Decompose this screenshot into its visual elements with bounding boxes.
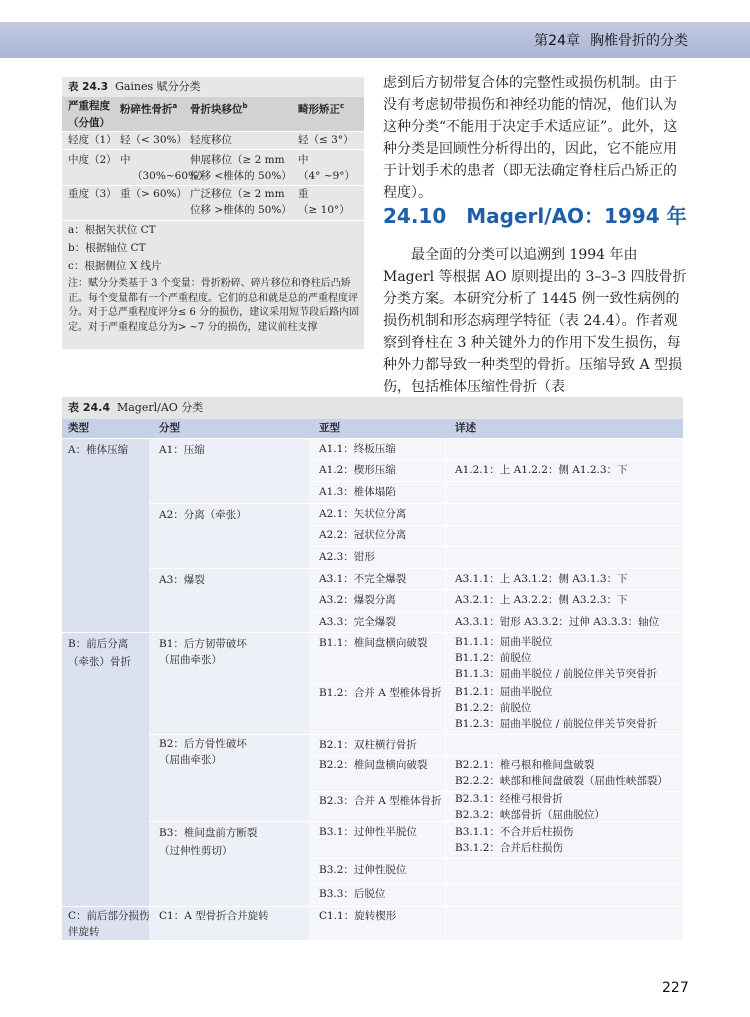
description-text: B3.1.1：不合并后柱损伤 [455,826,574,838]
cell-correction-1: 轻（≤ 3°） [298,134,354,146]
paragraph-magerl: 最全面的分类可以追溯到 1994 年由 Magerl 等根据 AO 原则提出的 3–3–3 四肢骨折分类方案。本研究分析了 1445 例一致性病例的损伤机制和形态病理学特征（表 24.4）。作者观察到脊柱在 3 种关键外力的作用下发生损伤，每种外力都导致一种类型的骨折。压缩导致 A 型损伤，包括椎体压缩性骨折（表 [383,247,687,395]
cell-displacement-2a: 伸展移位（≥ 2 mm [190,154,285,166]
cell-correction-2a: 中 [298,154,309,166]
type-a-label: A：椎体压缩 [68,444,129,456]
cell-severity-2: 中度（2） [68,154,117,166]
subgroup-label: B3.3：后脱位 [319,888,386,900]
description-text: A1.2.1：上 A1.2.2：侧 A1.2.3：下 [455,464,628,476]
group-b3-label: B3：椎间盘前方断裂 [159,827,258,839]
subgroup-label: B2.3：合并 A 型椎体骨折 [319,795,442,807]
group-a1-label: A1：压缩 [159,444,205,456]
cell-displacement-3a: 广泛移位（≥ 2 mm [190,188,285,200]
type-c-label-2: 伴旋转 [68,926,100,938]
description-text: A3.2.1：上 A3.2.2：侧 A3.2.3：下 [455,594,628,606]
type-c-label: C：前后部分损伤 [68,910,150,922]
cell-comminution-1: 轻（< 30%） [120,134,187,146]
description-text: B3.1.2：合并后柱损伤 [455,842,563,854]
group-b2-label-2: （屈曲牵张） [159,754,222,766]
cell-displacement-1: 轻度移位 [190,134,232,146]
type-cell-b [62,633,149,906]
subgroup-label: A3.3：完全爆裂 [319,616,396,628]
cell-correction-2b: （4° ~9°） [298,170,355,182]
group-b1-label: B1：后方韧带破坏 [159,638,247,650]
header-displacement: 骨折块移位$^b$ [190,102,248,116]
row-divider [62,131,364,132]
description-text: A3.3.1：钳形 A3.3.2：过伸 A3.3.3：轴位 [455,616,660,628]
description-text: B1.1.2：前脱位 [455,652,532,664]
header-group: 分型 [159,422,180,434]
description-text: B1.2.2：前脱位 [455,702,532,714]
note-b: b：根据轴位 CT [68,242,146,254]
subgroup-label: A2.3：钳形 [319,551,375,563]
group-b3-label-2: （过伸性剪切） [159,845,233,857]
table-24-4-header-row [62,419,683,438]
header-description: 详述 [455,422,476,434]
cell-comminution-2a: 中 [120,154,131,166]
subgroup-label: B2.2：椎间盘横向破裂 [319,759,428,771]
description-text: B2.3.1：经椎弓根骨折 [455,793,563,805]
chapter-number: 第24章 [534,33,580,49]
subgroup-label: B1.2：合并 A 型椎体骨折 [319,687,442,699]
cell-displacement-2b: 位移 <椎体的 50%） [190,170,292,182]
group-a3-label: A3：爆裂 [159,574,205,586]
row-divider [62,220,364,221]
note-a: a：根据矢状位 CT [68,224,156,236]
row-divider [62,185,364,186]
group-a2-label: A2：分离（牵张） [159,509,247,521]
subgroup-label: A3.1：不完全爆裂 [319,573,407,585]
description-text: B1.1.1：屈曲半脱位 [455,636,553,648]
description-text: B1.2.3：屈曲半脱位 / 前脱位伴关节突骨折 [455,718,658,730]
type-cell-a [62,439,149,632]
cell-comminution-3: 重（> 60%） [120,188,187,200]
table-24-3 [62,77,364,349]
cell-correction-3a: 重 [298,188,309,200]
type-b-label: B：前后分离 [68,638,129,650]
subgroup-label: A3.2：爆裂分离 [319,594,396,606]
page-number: 227 [662,980,689,996]
description-text: B2.2.2：峡部和椎间盘破裂（屈曲性峡部裂） [455,775,668,787]
subgroup-label: B3.1：过伸性半脱位 [319,826,417,838]
type-b-label-2: （牵张）骨折 [68,656,131,668]
header-type: 类型 [68,422,89,434]
subgroup-label: A1.1：终板压缩 [319,443,396,455]
subgroup-label: B2.1：双柱横行骨折 [319,739,417,751]
subgroup-label: A1.2：楔形压缩 [319,464,396,476]
cell-severity-3: 重度（3） [68,188,117,200]
header-correction: 畸形矫正$^c$ [298,102,345,116]
description-text: B2.2.1：椎弓根和椎间盘破裂 [455,759,595,771]
note-main: 注：赋分分类基于 3 个变量：骨折粉碎、碎片移位和脊柱后凸矫正。每个变量都有一个严重程度。它们的总和就是总的严重程度评分。对于总严重程度评分≤ 6 分的损伤，建议采用短节段后路内固定。对于严重程度总分为> ~7 分的损伤，建议前柱支撑 [68,278,360,333]
table-24-4-caption: 表 24.4 Magerl/AO 分类 [62,397,683,419]
row-divider [62,149,364,150]
subgroup-label: B1.1：椎间盘横向破裂 [319,637,428,649]
paragraph-continued: 虑到后方韧带复合体的完整性或损伤机制。由于没有考虑韧带损伤和神经功能的情况，他们认为这种分类“不能用于决定手术适应证”。此外，这种分类是回顾性分析得出的，因此，它不能应用于计划手术的患者（即无法确定脊柱后凸矫正的程度）。 [383,75,678,201]
description-text: B1.1.3：屈曲半脱位 / 前脱位伴关节突骨折 [455,668,658,680]
group-c1-label: C1：A 型骨折合并旋转 [159,910,269,922]
cell-correction-3b: （≥ 10°） [298,204,350,216]
description-text: A3.1.1：上 A3.1.2：侧 A3.1.3：下 [455,573,628,585]
section-title: 24.10 Magerl/AO：1994 年 [383,204,687,228]
header-severity: 严重程度 （分值） [68,100,110,129]
description-text: B2.3.2：峡部骨折（屈曲脱位） [455,809,605,821]
subgroup-label: A2.2：冠状位分离 [319,529,407,541]
column-divider [445,439,446,940]
subgroup-label: A2.1：矢状位分离 [319,508,407,520]
chapter-header-title [534,30,688,50]
cell-severity-1: 轻度（1） [68,134,117,146]
subgroup-label: B3.2：过伸性脱位 [319,864,407,876]
subgroup-label: A1.3：椎体塌陷 [319,486,396,498]
cell-displacement-3b: 位移 >椎体的 50%） [190,204,292,216]
note-c: c：根据侧位 X 线片 [68,260,162,272]
cell-comminution-2b: （30%~60%） [132,170,209,182]
group-b1-label-2: （屈曲牵张） [159,654,222,666]
description-text: B1.2.1：屈曲半脱位 [455,686,553,698]
group-b2-label: B2：后方骨性破坏 [159,738,247,750]
header-comminution: 粉碎性骨折$^a$ [120,102,178,116]
table-24-3-caption: 表 24.3 Gaines 赋分分类 [68,80,201,93]
header-subgroup: 亚型 [319,422,340,434]
chapter-title: 胸椎骨折的分类 [590,33,688,49]
subgroup-label: C1.1：旋转楔形 [319,910,397,922]
